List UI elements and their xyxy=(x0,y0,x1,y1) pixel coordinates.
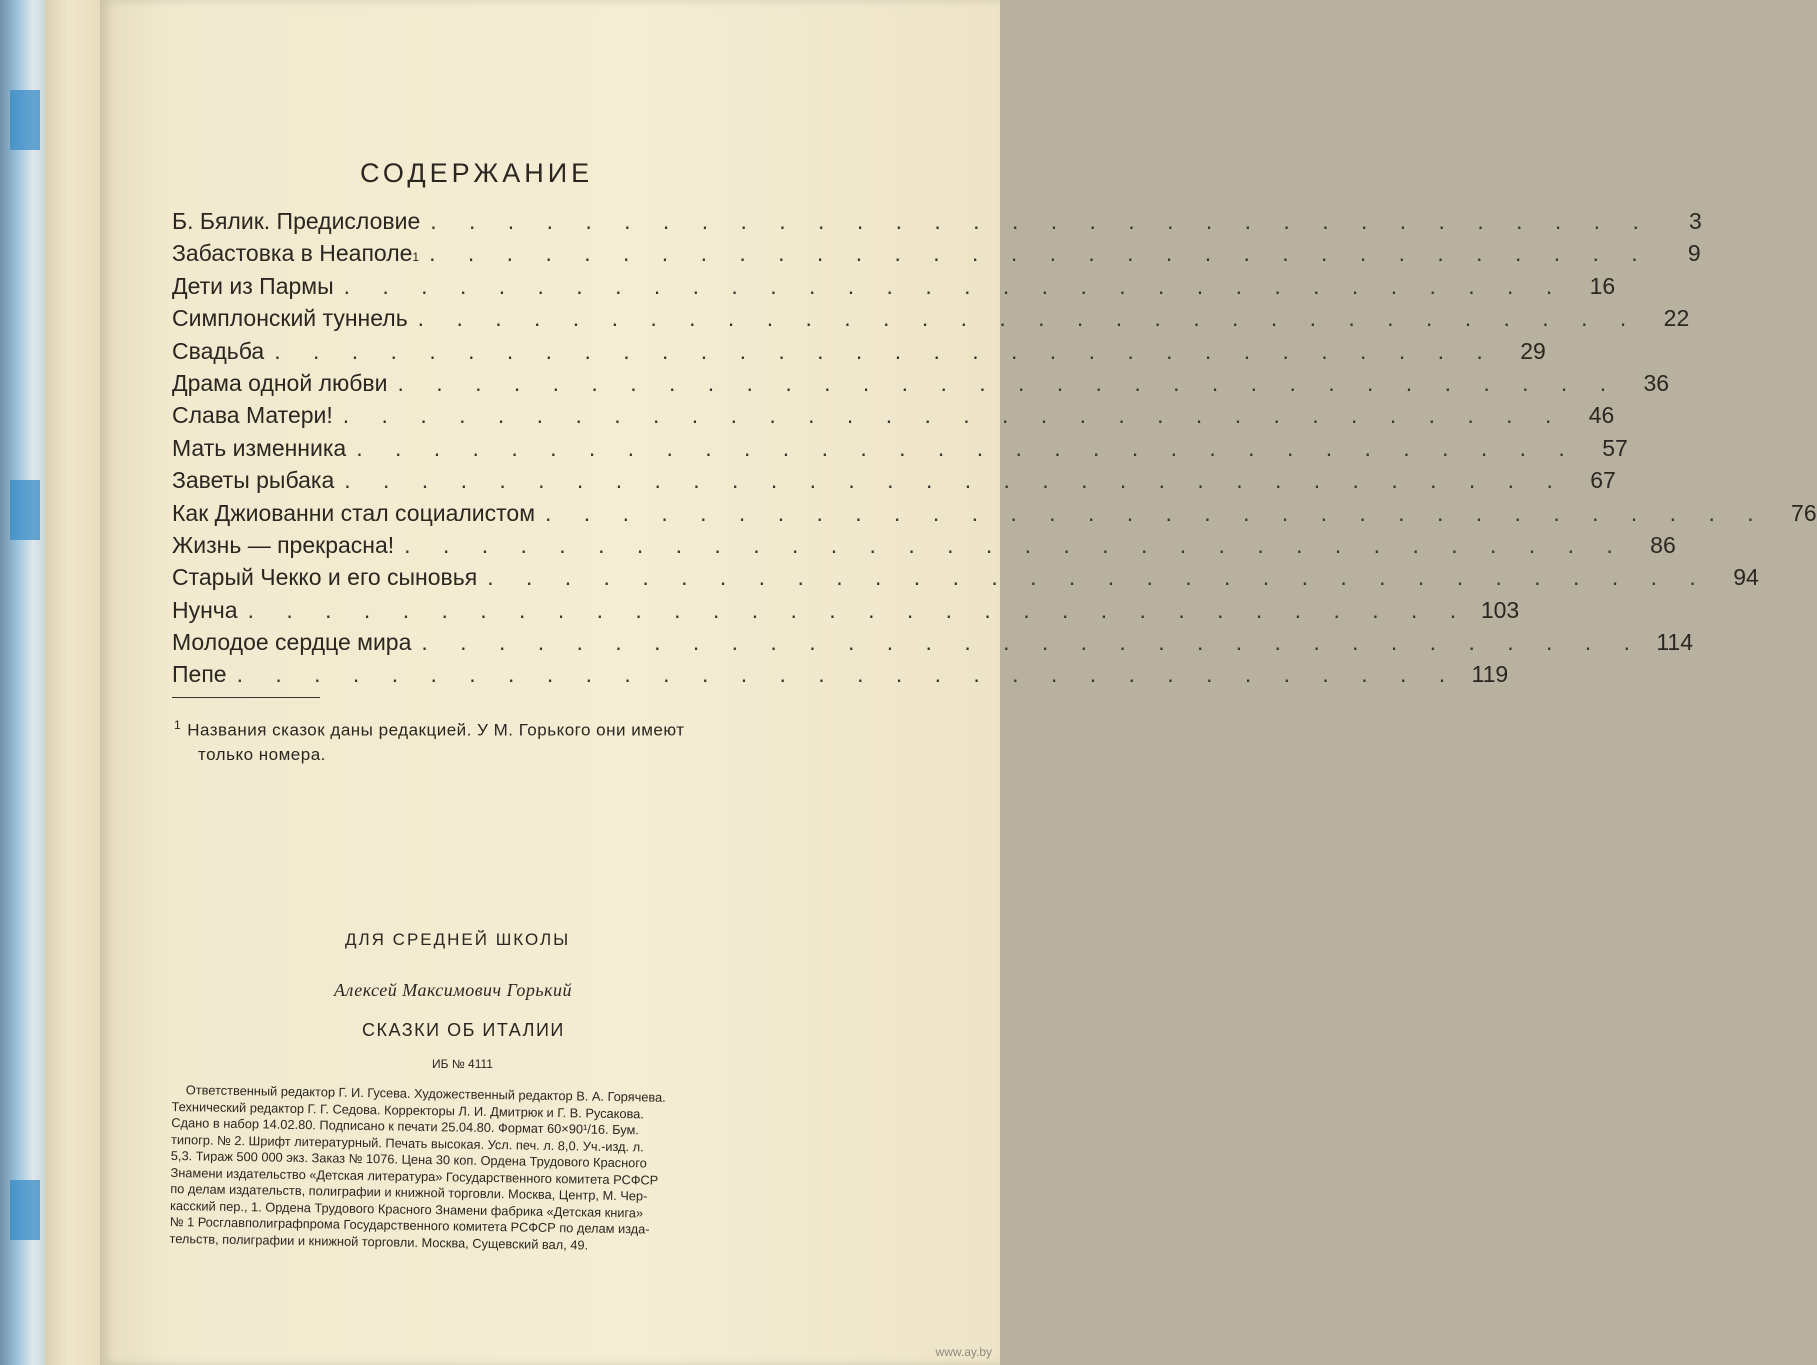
dot-leader: . . . . . . . . . . . . . . . . . . . . . . . . . . . . . . . . xyxy=(343,272,1566,299)
imprint-line: № 1 Росглавполиграфпрома Государственного комитета РСФСР по делам изда- xyxy=(169,1213,650,1237)
page-title: СОДЕРЖАНИЕ xyxy=(360,158,594,188)
toc-entry xyxy=(172,237,1701,269)
toc-entry-page: 103 xyxy=(1480,596,1520,623)
toc-entry xyxy=(172,529,1676,561)
imprint-line: Сдано в набор 14.02.80. Подписано к печати 25.04.80. Формат 60×90¹/16. Бум. xyxy=(171,1114,640,1138)
imprint-line: типогр. № 2. Шрифт литературный. Печать высокая. Усл. печ. л. 8,0. Уч.-изд. л. xyxy=(170,1131,644,1154)
dot-leader: . . . . . . . . . . . . . . . . . . . . . . . . . . . . . . . . xyxy=(404,531,1626,558)
toc-entry xyxy=(172,205,1702,237)
toc-entry-page: 76 xyxy=(1791,499,1817,526)
book-title: СКАЗКИ ОБ ИТАЛИИ xyxy=(362,1020,565,1040)
dot-leader: . . . . . . . . . . . . . . . . . . . . . . . . . . . . . . . . xyxy=(342,402,1565,429)
toc-entry xyxy=(172,626,1693,658)
footnote-ref: 1 xyxy=(412,250,420,265)
dot-leader: . . . . . . . . . . . . . . . . . . . . . . . . . . . . . . . . xyxy=(344,467,1566,494)
table-of-contents xyxy=(172,205,1817,691)
cover-board xyxy=(45,0,104,1365)
toc-entry xyxy=(172,658,1509,690)
toc-entry-title: Нунча xyxy=(172,596,238,623)
toc-entry-title: Симплонский туннель xyxy=(172,305,408,332)
dot-leader: . . . . . . . . . . . . . . . . . . . . . . . . . . . . . . . . xyxy=(236,661,1459,688)
footnote-line-2: только номера. xyxy=(198,744,326,764)
dot-leader: . . . . . . . . . . . . . . . . . . . . . . . . . . . . . . . . xyxy=(487,564,1709,591)
toc-entry-title: Б. Бялик. Предисловие xyxy=(172,208,421,234)
toc-entry-title: Жизнь — прекрасна! xyxy=(172,531,395,558)
toc-entry xyxy=(172,464,1616,496)
toc-entry xyxy=(172,561,1759,593)
toc-entry xyxy=(172,432,1628,464)
toc-entry xyxy=(172,497,1817,529)
toc-entry-page: 67 xyxy=(1590,467,1616,494)
series-label: ДЛЯ СРЕДНЕЙ ШКОЛЫ xyxy=(345,930,571,949)
toc-entry-title: Мать изменника xyxy=(172,434,347,461)
toc-entry-title: Как Джиованни стал социалистом xyxy=(172,499,536,526)
toc-entry-title: Заветы рыбака xyxy=(172,467,335,494)
toc-entry-title: Дети из Пармы xyxy=(172,272,334,299)
cover-stripe xyxy=(10,1180,40,1240)
dot-leader: . . . . . . . . . . . . . . . . . . . . . . . . . . . . . . . . xyxy=(356,434,1578,461)
imprint-line: касский пер., 1. Ордена Трудового Красного Знамени фабрика «Детская книга» xyxy=(169,1197,644,1220)
toc-entry-title: Забастовка в Неаполе xyxy=(172,240,413,267)
toc-entry xyxy=(172,594,1520,626)
cover-stripe xyxy=(10,480,40,540)
toc-entry-page: 16 xyxy=(1589,272,1616,299)
dot-leader: . . . . . . . . . . . . . . . . . . . . . . . . . . . . . . . . xyxy=(421,629,1643,656)
dot-leader: . . . . . . . . . . . . . . . . . . . . . . . . . . . . . . . . xyxy=(274,337,1496,364)
dot-leader: . . . . . . . . . . . . . . . . . . . . . . . . . . . . . . . . xyxy=(247,596,1470,623)
toc-entry xyxy=(172,302,1690,334)
footnote xyxy=(172,713,812,767)
toc-entry-page: 29 xyxy=(1520,337,1546,364)
dot-leader: . . . . . . . . . . . . . . . . . . . . . . . . . . . . . . . . xyxy=(397,369,1620,396)
footnote-mark: 1 xyxy=(174,718,182,732)
toc-entry-page: 3 xyxy=(1689,208,1702,234)
dot-leader: . . . . . . . . . . . . . . . . . . . . . . . . . . . . . . . . xyxy=(429,240,1651,267)
toc-entry-page: 57 xyxy=(1602,434,1628,461)
dot-leader: . . . . . . . . . . . . . . . . . . . . . . . . . . . . . . . . xyxy=(545,499,1767,526)
toc-entry xyxy=(172,367,1670,399)
watermark: www.ay.by xyxy=(935,1345,992,1359)
toc-entry xyxy=(172,270,1616,302)
toc-entry-page: 9 xyxy=(1687,240,1701,267)
toc-entry-title: Свадьба xyxy=(172,337,265,364)
imprint-line: по делам издательств, полиграфии и книжной торговли. Москва, Центр, М. Чер- xyxy=(170,1180,648,1204)
author-name: Алексей Максимович Горький xyxy=(334,980,573,1000)
footnote-divider xyxy=(172,697,320,698)
dot-leader: . . . . . . . . . . . . . . . . . . . . . . . . . . . . . . . . xyxy=(430,208,1652,234)
imprint-line: Знамени издательство «Детская литература» Государственного комитета РСФСР xyxy=(170,1164,659,1188)
toc-entry-page: 36 xyxy=(1643,369,1670,396)
toc-entry-page: 119 xyxy=(1471,661,1509,688)
toc-entry-page: 22 xyxy=(1663,305,1690,332)
toc-entry-page: 86 xyxy=(1650,531,1676,558)
toc-entry-page: 94 xyxy=(1733,564,1759,591)
imprint-line: Ответственный редактор Г. И. Гусева. Художественный редактор В. А. Горячева. xyxy=(185,1082,666,1105)
toc-entry-title: Слава Матери! xyxy=(172,402,333,429)
toc-entry-page: 114 xyxy=(1656,629,1693,656)
ib-number: ИБ № 4111 xyxy=(432,1057,493,1071)
toc-entry-title: Молодое сердце мира xyxy=(172,629,412,656)
footnote-line-1: Названия сказок даны редакцией. У М. Горького они имеют xyxy=(187,720,685,740)
imprint-line: Технический редактор Г. Г. Седова. Корректоры Л. И. Дмитрюк и Г. В. Русакова. xyxy=(171,1098,645,1121)
publication-details xyxy=(169,1082,812,1257)
cover-stripe xyxy=(10,90,40,150)
toc-entry-title: Пепе xyxy=(172,661,227,688)
imprint-line: тельств, полиграфии и книжной торговли. Москва, Сущевский вал, 49. xyxy=(169,1230,589,1253)
toc-entry xyxy=(172,399,1615,431)
toc-entry-title: Драма одной любви xyxy=(172,369,388,396)
imprint-line: 5,3. Тираж 500 000 экз. Заказ № 1076. Цена 30 коп. Ордена Трудового Красного xyxy=(170,1147,647,1171)
dot-leader: . . . . . . . . . . . . . . . . . . . . . . . . . . . . . . . . xyxy=(417,305,1640,332)
toc-entry-page: 46 xyxy=(1588,402,1615,429)
toc-entry-title: Старый Чекко и его сыновья xyxy=(172,564,478,591)
toc-entry xyxy=(172,335,1546,367)
